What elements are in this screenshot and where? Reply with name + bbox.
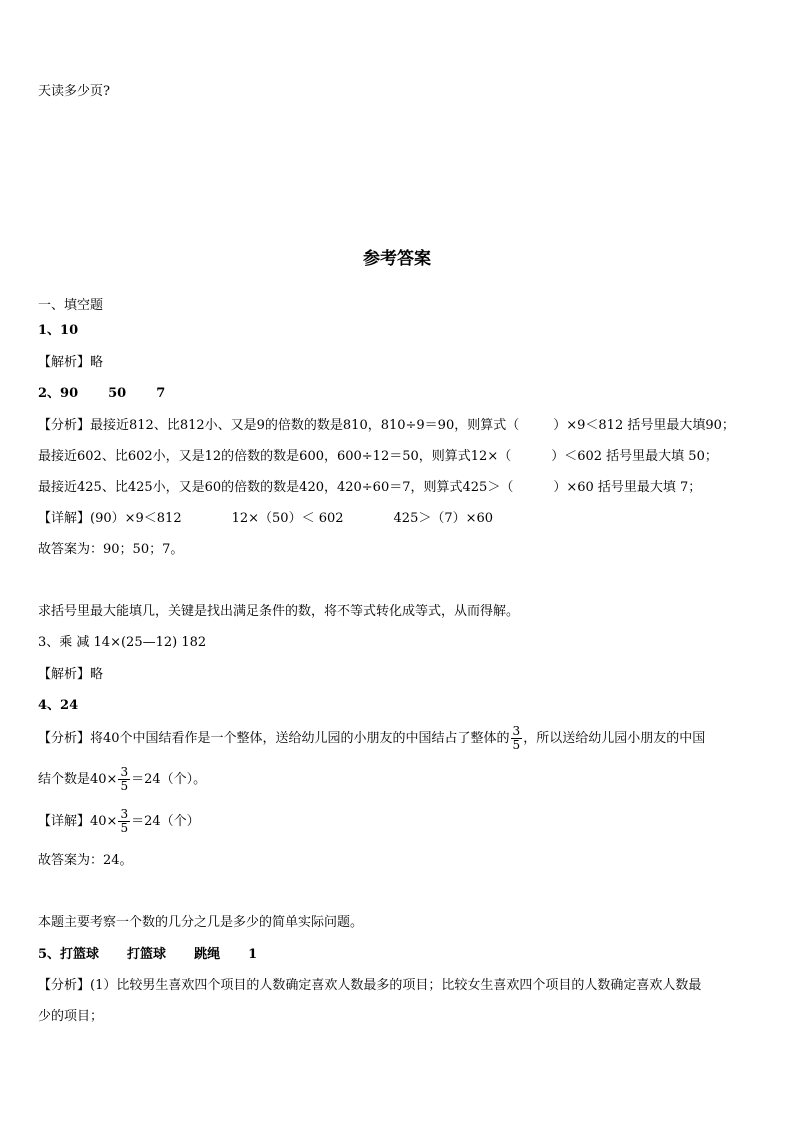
q5-analysis-line2: 少的项目； (38, 1009, 104, 1024)
q2-detail2: 12×（50）＜ 602 (231, 511, 344, 526)
fraction-three-fifths: $\frac{3}{5}$ (120, 807, 129, 835)
q2-detail (38, 511, 493, 527)
q1-answer: 1、10 (38, 323, 79, 338)
q4-final-answer: 故答案为：24。 (38, 853, 133, 868)
q5-ans2: 打篮球 (127, 947, 167, 962)
q2-detail3: 425＞（7）×60 (393, 511, 494, 526)
q3-analysis: 【解析】略 (38, 667, 104, 682)
q2-analysis-line2 (38, 449, 718, 465)
q4-detail-b: ＝24（个） (131, 814, 200, 829)
q2-analysis3b: ）×60 括号里最大填 7； (553, 480, 702, 495)
q2-analysis1b: ）×9＜812 括号里最大填90； (553, 418, 735, 433)
section-heading: 一、填空题 (38, 298, 104, 313)
q4-detail (38, 808, 200, 835)
q2-ans3: 7 (156, 386, 166, 401)
q4-analysis-line1 (38, 725, 705, 752)
q2-analysis-line1 (38, 418, 735, 434)
q2-detail1: 【详解】(90）×9＜812 (38, 511, 182, 526)
q2-analysis3a: 最接近425、比425小，又是60的倍数的数是420，420÷60＝7，则算式425＞（ (38, 480, 514, 495)
q2-analysis2b: ）＜602 括号里最大填 50； (551, 449, 718, 464)
q4-detail-a: 【详解】40× (38, 814, 118, 829)
q2-ans2: 50 (108, 386, 127, 401)
q2-analysis-line3 (38, 480, 701, 496)
q2-note: 求括号里最大能填几，关键是找出满足条件的数，将不等式转化成等式，从而得解。 (38, 604, 520, 619)
q5-analysis-line1: 【分析】(1）比较男生喜欢四个项目的人数确定喜欢人数最多的项目；比较女生喜欢四个项目的人数确定喜欢人数最 (38, 978, 702, 993)
q3-answer: 3、乘 减 14×(25—12) 182 (38, 635, 207, 650)
fraction-three-fifths: $\frac{3}{5}$ (120, 765, 129, 793)
q2-analysis2a: 最接近602、比602小，又是12的倍数的数是600，600÷12＝50，则算式12×（ (38, 449, 512, 464)
q2-ans1: 2、90 (38, 386, 79, 401)
q1-analysis: 【解析】略 (38, 355, 104, 370)
q4-analysis-d: ＝24（个）。 (131, 772, 207, 787)
q4-note: 本题主要考察一个数的几分之几是多少的简单实际问题。 (38, 915, 364, 930)
continuation-text: 天读多少页? (38, 84, 110, 99)
q2-answer (38, 386, 165, 402)
q5-ans4: 1 (248, 947, 258, 962)
fraction-three-fifths: $\frac{3}{5}$ (512, 724, 521, 752)
page-title: 参考答案 (363, 249, 431, 269)
q4-analysis-c: 结个数是40× (38, 772, 118, 787)
q4-analysis-a: 【分析】将40个中国结看作是一个整体，送给幼儿园的小朋友的中国结占了整体的 (38, 731, 510, 746)
q4-analysis-line2 (38, 766, 206, 793)
q5-ans3: 跳绳 (194, 947, 221, 962)
q5-ans1: 5、打篮球 (38, 947, 100, 962)
q2-final-answer: 故答案为：90；50；7。 (38, 542, 184, 557)
q4-analysis-b: ，所以送给幼儿园小朋友的中国 (523, 731, 706, 746)
q4-answer: 4、24 (38, 698, 79, 713)
q2-analysis1a: 【分析】最接近812、比812小、又是9的倍数的数是810，810÷9＝90，则算式（ (38, 418, 520, 433)
q5-answer (38, 947, 257, 963)
